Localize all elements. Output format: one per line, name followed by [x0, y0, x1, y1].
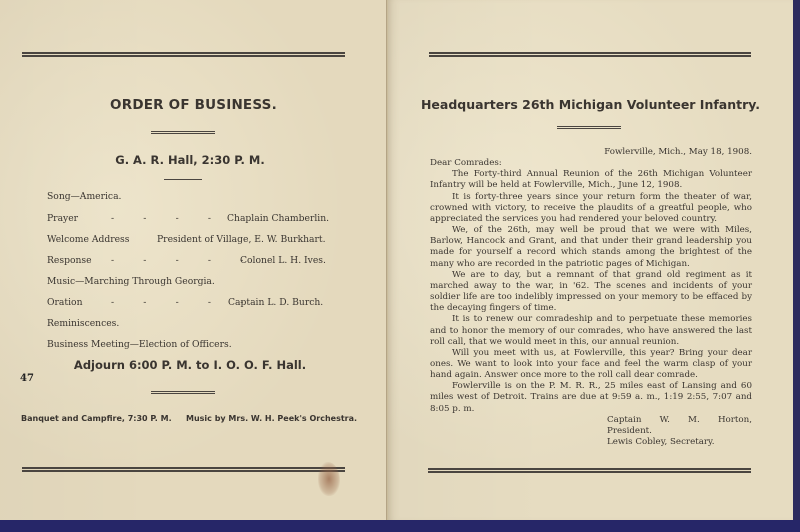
venue-divider [164, 179, 202, 180]
venue-heading: G. A. R. Hall, 2:30 P. M. [115, 153, 265, 167]
bottom-rule-left [22, 467, 345, 472]
banquet-notice: Banquet and Campfire, 7:30 P. M. [21, 414, 172, 423]
program-item [47, 318, 119, 329]
bottom-rule-right [428, 468, 751, 473]
letter-paragraph: It is to renew our comradeship and to perpetuate these memories and to honor the memory of our comrades, who have answered the last roll call, that we would meet in this, our annual reunion. [430, 314, 752, 347]
letter-dateline: Fowlerville, Mich., May 18, 1908. [604, 147, 752, 157]
leader-dashes: - - - - - [111, 297, 244, 308]
adjourn-divider [151, 391, 215, 394]
program-item-label: Song—America. [47, 191, 122, 202]
order-of-business-title: ORDER OF BUSINESS. [110, 97, 277, 113]
paper-stain [318, 462, 340, 496]
letter-paragraph: It is forty-three years since your return form the theater of war, crowned with victory, to receive the plaudits of a greatful people, who appreciated the services you had rendered your beloved country. [430, 191, 752, 224]
letter-paragraph: Fowlerville is on the P. M. R. R., 25 miles east of Lansing and 60 miles west of Detroit. Trains are due at 9:59 a. m., 1:19 2:55, 7:07 and 8:05 p. m. [430, 381, 752, 414]
cover-edge-bottom [0, 520, 800, 532]
program-item-speaker: President of Village, E. W. Burkhart. [157, 234, 326, 245]
music-notice: Music by Mrs. W. H. Peek's Orchestra. [186, 414, 358, 423]
program-item-label: Welcome Address [47, 234, 130, 245]
letter-paragraph: Will you meet with us, at Fowlerville, this year? Bring your dear ones. We want to look into your face and feel the warm clasp of your hand again. Answer once more to the roll call dear comrade. [430, 347, 752, 381]
leader-dashes: - - - - [111, 213, 212, 224]
program-item-label: Prayer [47, 213, 79, 224]
cover-edge-right [793, 0, 800, 520]
top-rule-right [429, 52, 751, 57]
program-item-speaker: Colonel L. H. Ives. [240, 255, 326, 266]
program-item [47, 276, 215, 287]
top-rule-left [22, 52, 345, 57]
signature-secretary: Lewis Cobley, Secretary. [607, 437, 715, 448]
letter-paragraph: The Forty-third Annual Reunion of the 26th Michigan Volunteer Infantry will be held at Fowlerville, Mich., June 12, 1908. [430, 169, 752, 191]
letter-salutation: Dear Comrades: [430, 158, 502, 169]
program-item [47, 297, 324, 308]
program-item [47, 191, 121, 202]
program-item [47, 234, 326, 245]
letter-paragraph: We are to day, but a remnant of that grand old regiment as it marched away to the war, in '62. The scenes and incidents of your soldier life are too indelibly impressed on your memory to be effaced by the decaying fingers of time. [430, 269, 752, 314]
title-divider-right [557, 126, 621, 129]
program-item-label: Response [47, 255, 92, 266]
headquarters-title: Headquarters 26th Michigan Volunteer Infantry. [420, 97, 761, 112]
title-divider-left [151, 131, 215, 134]
handwritten-margin-mark: 47 [20, 373, 34, 384]
leader-dashes: - - - - - [111, 255, 244, 266]
program-item-label: Business Meeting—Election of Officers. [47, 339, 232, 350]
program-item-label: Oration [47, 297, 83, 308]
reunion-letter [430, 147, 752, 448]
program-item-speaker: Chaplain Chamberlin. [227, 213, 330, 224]
program-item-speaker: Captain L. D. Burch. [228, 297, 324, 308]
program-item [47, 339, 232, 350]
program-item-label: Reminiscences. [47, 318, 120, 329]
signature-president: Captain W. M. Horton, President. [607, 414, 752, 436]
adjourn-heading: Adjourn 6:00 P. M. to I. O. O. F. Hall. [73, 358, 307, 372]
letter-paragraph: We, of the 26th, may well be proud that we were with Miles, Barlow, Hancock and Grant, and that under their grand leadership you made for yourself a record which stands among the brightest of the many who are recorded in the patriotic pages of Michigan. [430, 225, 752, 269]
program-item [47, 213, 330, 224]
program-item-label: Music—Marching Through Georgia. [47, 276, 215, 287]
program-item [47, 255, 326, 266]
